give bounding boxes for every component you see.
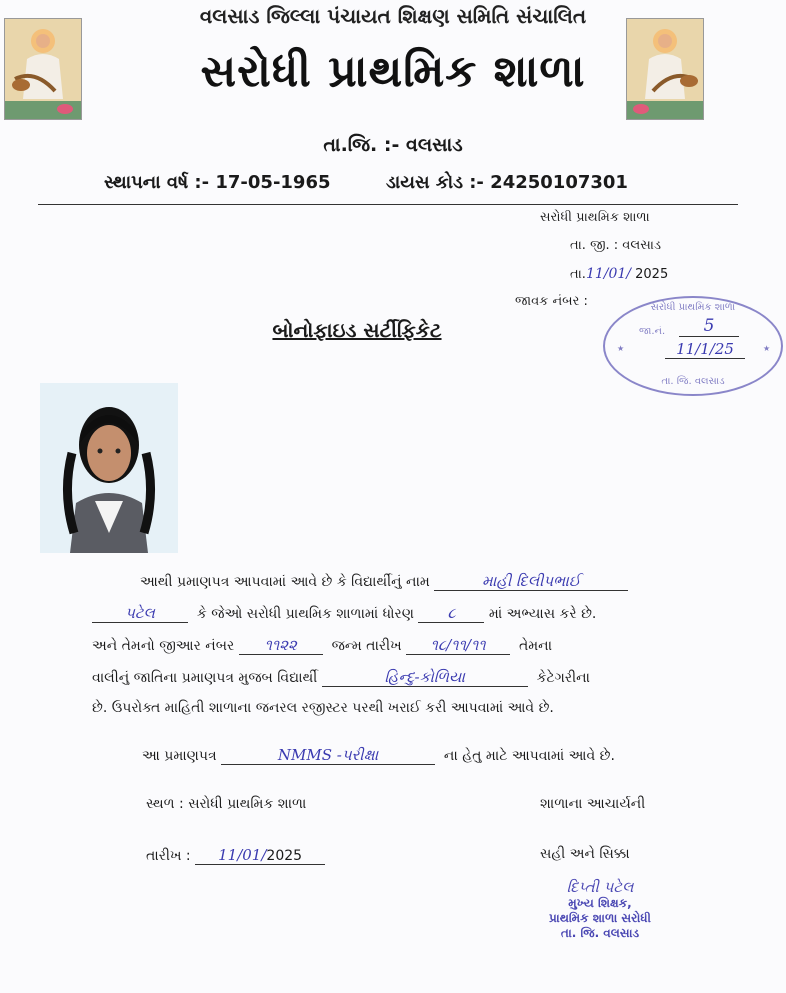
body-line-4 — [92, 668, 590, 687]
purpose-field: NMMS -પરીક્ષા — [221, 746, 435, 765]
body-text-6-end: ના હેતુ માટે આપવામાં આવે છે. — [443, 748, 615, 764]
signature-name: દિપ્તી પટેલ — [566, 878, 634, 896]
signature-line-2: પ્રાથમિક શાળા સરોધી — [549, 911, 651, 925]
address-date-handwritten: 11/01/ — [585, 266, 631, 282]
address-date — [570, 266, 668, 282]
body-line-1 — [140, 572, 628, 591]
footer-date-handwritten: 11/01/ — [218, 846, 267, 864]
address-date-prefix: તા. — [570, 267, 586, 282]
signature-line-1: મુખ્ય શિક્ષક, — [568, 896, 632, 910]
body-text-2-end: માં અભ્યાસ કરે છે. — [488, 606, 597, 622]
address-school: સરોધી પ્રાથમિક શાળા — [540, 210, 650, 225]
header-subtitle: વલસાડ જિલ્લા પંચાયત શિક્ષણ સમિતિ સંચાલિત — [199, 4, 587, 28]
certificate-title: બોનોફાઇડ સર્ટીફિકેટ — [272, 318, 442, 342]
footer-date — [146, 846, 325, 865]
signature-line-3: તા. જિ. વલસાડ — [560, 926, 640, 940]
body-line-3 — [92, 636, 552, 655]
stamp-star-icon: ★ — [763, 344, 771, 353]
birth-date-field: ૧૮/૧૧/૧૧ — [406, 636, 510, 655]
established-year: સ્થાપના વર્ષ :- 17-05-1965 — [104, 172, 331, 193]
gr-number-field: ૧૧૨૨ — [239, 636, 323, 655]
body-text-6: આ પ્રમાણપત્ર — [142, 748, 217, 764]
outward-number-label: જાવક નંબર : — [515, 294, 588, 309]
stamp-no-value: 5 — [679, 316, 739, 337]
body-text-2: કે જેઓ સરોધી પ્રાથમિક શાળામાં ધોરણ — [196, 606, 414, 622]
body-text-3: અને તેમનો જીઆર નંબર — [92, 638, 235, 654]
student-name-field: માહી દિલીપભાઈ — [434, 572, 628, 591]
stamp-star-icon: ★ — [617, 344, 625, 353]
signature-block — [520, 878, 680, 941]
body-text-3-end: તેમના — [519, 638, 553, 654]
body-text-1: આથી પ્રમાણપત્ર આપવામાં આવે છે કે વિદ્યાર્થીનું નામ — [140, 574, 430, 590]
footer-date-year: 2025 — [266, 848, 303, 864]
stamp-no-label: જા.નં. — [639, 326, 666, 337]
address-date-year: 2025 — [635, 267, 669, 282]
sign-label: સહી અને સિક્કા — [540, 846, 630, 862]
category-field: હિન્દુ-કોળિયા — [322, 668, 528, 687]
body-line-2 — [92, 604, 596, 623]
footer-date-label: તારીખ : — [146, 848, 191, 864]
standard-field: ૮ — [418, 604, 484, 623]
school-name-title: સરોધી પ્રાથમિક શાળા — [200, 46, 586, 97]
body-text-4: વાલીનું જાતિના પ્રમાણપત્ર મુજબ વિદ્યાર્થી — [92, 670, 318, 686]
address-district: તા. જી. : વલસાડ — [570, 238, 662, 253]
footer-date-field — [195, 846, 325, 865]
header-district: તા.જિ. :- વલસાડ — [323, 134, 463, 156]
stamp-top-text: સરોધી પ્રાથમિક શાળા — [650, 302, 736, 313]
stamp-bottom-text: તા. જિ. વલસાડ — [661, 376, 725, 387]
student-surname-field: પટેલ — [92, 604, 188, 623]
body-line-5: છે. ઉપરોક્ત માહિતી શાળાના જનરલ રજીસ્ટર પરથી ખરાઈ કરી આપવામાં આવે છે. — [92, 700, 554, 716]
student-portrait-icon — [40, 383, 178, 553]
body-text-3-mid: જન્મ તારીખ — [331, 638, 402, 654]
school-stamp — [603, 296, 783, 396]
student-photo — [40, 383, 178, 553]
principal-label: શાળાના આચાર્યની — [540, 796, 646, 812]
place-label: સ્થળ : સરોધી પ્રાથમિક શાળા — [146, 796, 307, 812]
body-text-4-end: કેટેગરીના — [536, 670, 590, 686]
dise-code: ડાયસ કોડ :- 24250107301 — [386, 172, 628, 193]
body-line-6 — [142, 746, 615, 765]
stamp-date-value: 11/1/25 — [665, 340, 745, 359]
header-divider — [38, 204, 738, 205]
